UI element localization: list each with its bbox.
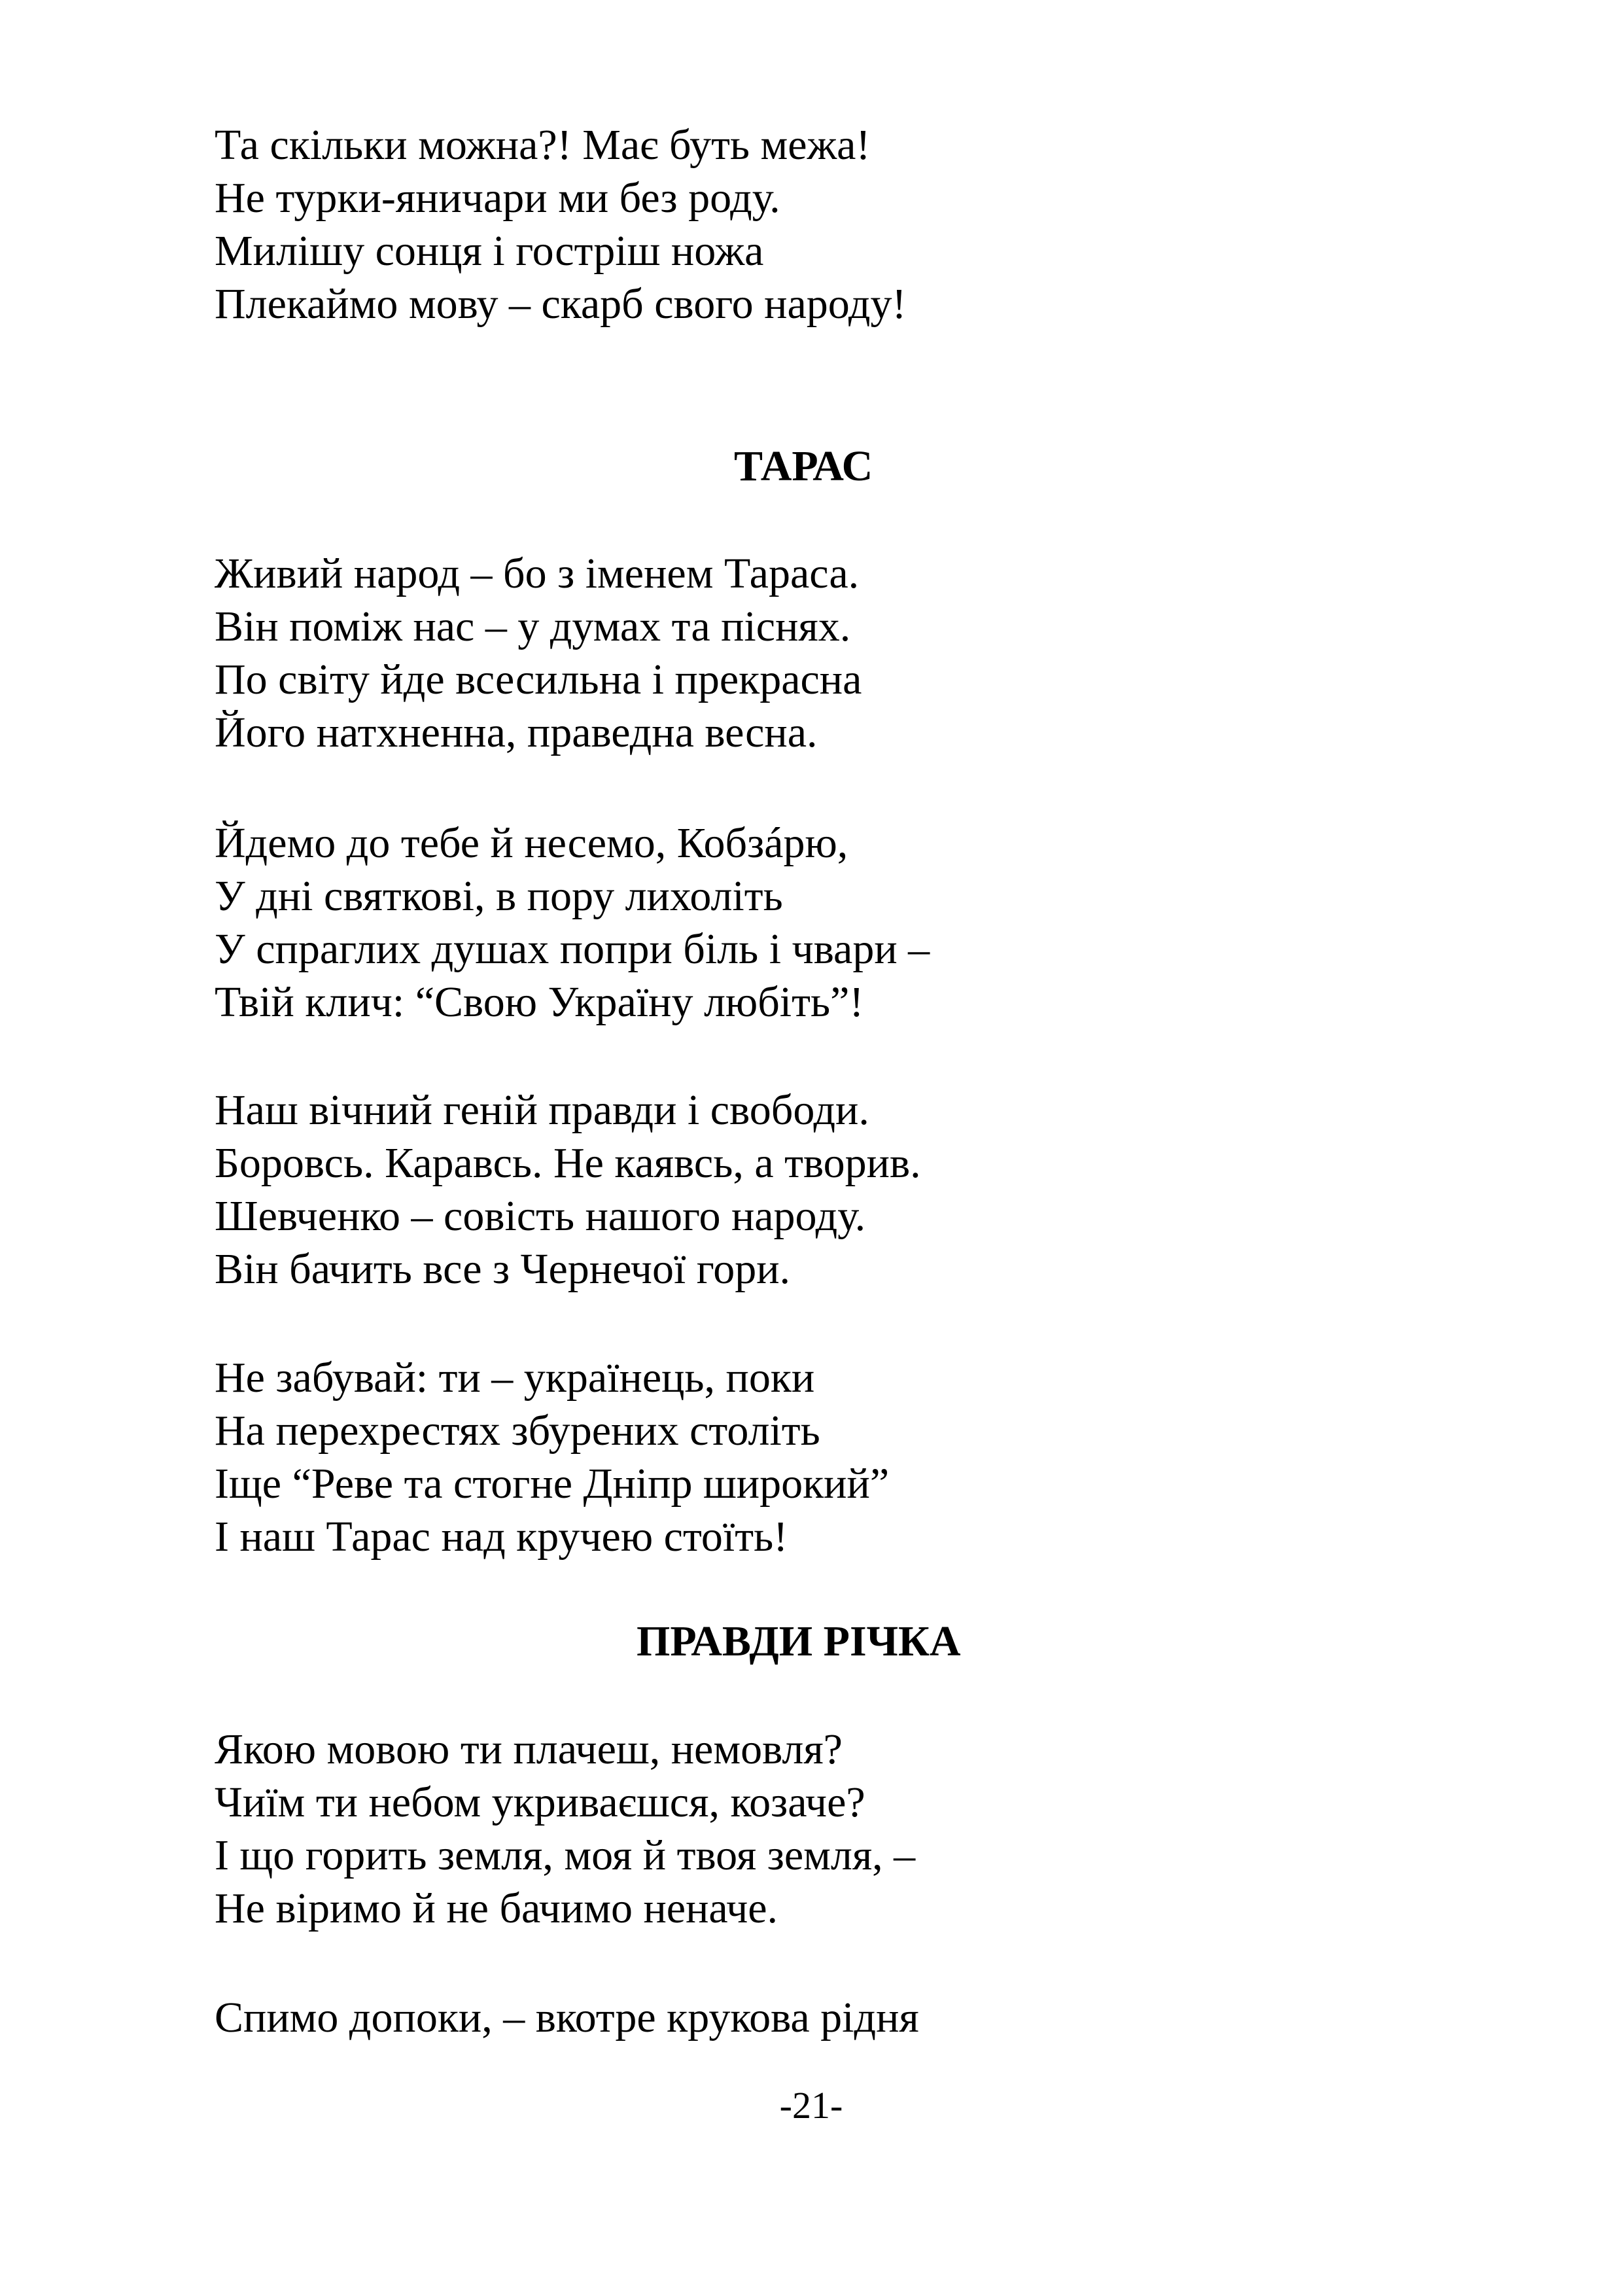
poem-line: Не турки-яничари ми без роду. <box>215 174 780 222</box>
poem-line: Наш вічний геній правди і свободи. <box>215 1086 869 1134</box>
poem-line: Твій клич: “Свою Україну любіть”! <box>215 978 864 1026</box>
poem-line: На перехрестях збурених століть <box>215 1407 820 1455</box>
poem-line: Він бачить все з Чернечої гори. <box>215 1245 791 1293</box>
poem-title-taras: ТАРАС <box>734 442 873 490</box>
poem-line: Спимо допоки, – вкотре крукова рідня <box>215 1994 919 2041</box>
poem-line: Живий народ – бо з іменем Тараса. <box>215 550 860 597</box>
poem-line: Боровсь. Каравсь. Не каявсь, а творив. <box>215 1139 921 1187</box>
taras-stanza-3 <box>215 1084 1392 1296</box>
poem-line: Не віримо й не бачимо неначе. <box>215 1884 778 1932</box>
poem-title-pravdy-richka: ПРАВДИ РІЧКА <box>637 1617 961 1665</box>
pravdy-stanza-2 <box>215 1991 1392 2044</box>
poem-line: Йдемо до тебе й несемо, Кобзáрю, <box>215 819 848 867</box>
poem-line: Та скільки можна?! Має буть межа! <box>215 121 871 169</box>
page-number: -21- <box>779 2084 843 2127</box>
taras-stanza-2 <box>215 817 1392 1029</box>
poem-line: Шевченко – совість нашого народу. <box>215 1192 866 1240</box>
poem-line: Якою мовою ти плачеш, немовля? <box>215 1725 843 1773</box>
poem-line: У спраглих душах попри біль і чвари – <box>215 925 930 973</box>
pravdy-stanza-1 <box>215 1723 1392 1935</box>
poem-line: По світу йде всесильна і прекрасна <box>215 656 862 703</box>
poem-line: Плекаймо мову – скарб свого народу! <box>215 280 907 328</box>
taras-stanza-1 <box>215 547 1392 759</box>
intro-stanza <box>215 118 1392 330</box>
poem-line: Не забувай: ти – українець, поки <box>215 1354 815 1402</box>
poem-line: Іще “Реве та стогне Дніпр широкий” <box>215 1460 890 1508</box>
poem-line: Чиїм ти небом укриваєшся, козаче? <box>215 1778 865 1826</box>
poem-line: І що горить земля, моя й твоя земля, – <box>215 1831 916 1879</box>
poem-line: У дні святкові, в пору лихоліть <box>215 872 783 920</box>
poem-line: Його натхненна, праведна весна. <box>215 709 818 756</box>
poem-line: Милішу сонця і гостріш ножа <box>215 227 764 275</box>
poem-line: Він поміж нас – у думах та піснях. <box>215 603 851 650</box>
poem-line: І наш Тарас над кручею стоїть! <box>215 1513 788 1561</box>
taras-stanza-4 <box>215 1351 1392 1563</box>
